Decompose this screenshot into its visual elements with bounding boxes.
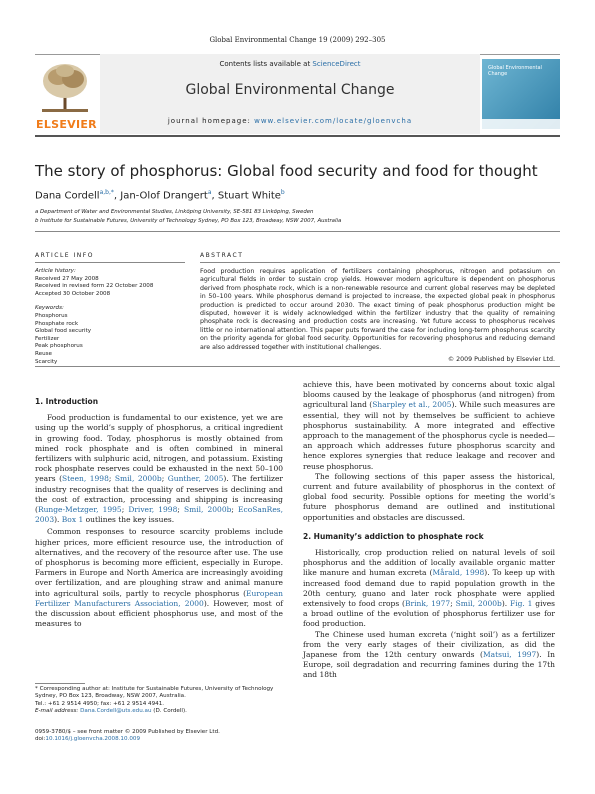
footnote — [35, 686, 283, 716]
divider — [35, 262, 185, 263]
history-item: Accepted 30 October 2008 — [35, 290, 111, 297]
author-affiliation-mark[interactable]: a,b,* — [99, 189, 114, 196]
keyword: Reuse — [35, 350, 52, 357]
paragraph: The following sections of this paper assess the historical, current and future availability of phosphorus in the context of global food security. Possible options for meeting the world’s future phosphorus demand are outlined and institutional opportunities and obstacles are discussed. — [303, 471, 555, 522]
elsevier-logo — [36, 59, 96, 129]
history-item: Received 27 May 2008 — [35, 275, 99, 282]
divider — [35, 366, 560, 367]
citation-link[interactable]: Smil, 2000b — [183, 505, 232, 515]
journal-title: Global Environmental Change — [185, 82, 395, 98]
citation-link[interactable]: Sharpley et al., 2005 — [372, 400, 452, 410]
email-link[interactable]: Dana.Cordell@uts.edu.au — [80, 708, 152, 715]
contact-numbers: Tel.: +61 2 9514 4950; fax: +61 2 9514 4941. — [35, 700, 165, 707]
divider — [35, 231, 560, 232]
citation-link[interactable]: Runge-Metzger, 1995 — [37, 505, 122, 515]
keyword: Phosphorus — [35, 312, 68, 319]
keyword: Global food security — [35, 328, 92, 335]
sciencedirect-link[interactable]: ScienceDirect — [312, 60, 361, 68]
article-history — [35, 268, 195, 366]
divider — [200, 262, 560, 263]
paragraph: Common responses to resource scarcity problems include higher prices, more efficient resource use, the introduction of alternatives, and the recovery of the resource after use. The use of phosphorus is becoming more efficient, especially in Europe. Farmers in Europe and North America are increasingly avoiding over fertilization, and are ploughing straw and animal manure into agricultural soils, partly to recycle phosphorus (European Fertilizer Manufacturers Association, 2000). However, most of the discussion about efficient phosphorus use, and most of the measures to — [35, 527, 283, 629]
citation-link[interactable]: Matsui, 1997 — [483, 650, 537, 660]
section-heading: 1. Introduction — [35, 397, 99, 406]
author-name: Jan-Olof Drangert — [120, 190, 208, 202]
journal-cover-thumbnail — [482, 59, 560, 129]
journal-homepage — [100, 117, 480, 125]
author-name: Dana Cordell — [35, 190, 100, 202]
figure-link[interactable]: Fig. 1 — [510, 599, 533, 609]
history-item: Received in revised form 22 October 2008 — [35, 283, 154, 290]
history-label: Article history: — [35, 268, 76, 274]
copyright-line: © 2009 Published by Elsevier Ltd. — [447, 356, 555, 364]
author-affiliation-mark[interactable]: a — [207, 189, 212, 196]
citation-link[interactable]: Driver, 1998 — [128, 505, 178, 515]
keyword: Phosphate rock — [35, 320, 79, 327]
keyword: Peak phosphorus — [35, 343, 83, 350]
homepage-prefix: journal homepage: — [167, 117, 255, 125]
citation-link[interactable]: European Fertilizer Manufacturers Association, 2000 — [35, 588, 283, 608]
footnote-divider — [35, 683, 85, 684]
abstract-heading: ABSTRACT — [200, 252, 244, 259]
body-right-column — [303, 380, 555, 681]
elsevier-tree-icon — [36, 59, 94, 115]
citation-link[interactable]: Mårald, 1998 — [432, 568, 485, 578]
contents-line — [100, 60, 480, 68]
doi-link[interactable]: 10.1016/j.gloenvcha.2008.10.009 — [45, 736, 141, 743]
author-affiliation-mark[interactable]: b — [280, 189, 285, 196]
article-title: The story of phosphorus: Global food security and food for thought — [35, 162, 538, 180]
publisher-wordmark: ELSEVIER — [36, 118, 97, 131]
author-list: Dana Cordell$^{a,b,*}$, Jan-Olof Drangert$^a$, Stuart White$^b$ — [35, 189, 285, 202]
email-line: E-mail address: Dana.Cordell@uts.edu.au (D. Cordell). — [35, 708, 187, 715]
citation-link[interactable]: Gunther, 2005 — [167, 474, 224, 484]
homepage-link[interactable]: www.elsevier.com/locate/gloenvcha — [254, 117, 413, 125]
cover-title: Global Environmental Change — [488, 65, 542, 77]
paragraph: The Chinese used human excreta (‘night soil’) as a fertilizer from the very early stages of their civilization, as did the Japanese from the 12th century onwards (Matsui, 1997). In Europe, soil degradation and recurring famines during the 17th and 18th — [303, 629, 555, 680]
section-heading: 2. Humanity’s addiction to phosphate rock — [303, 531, 484, 541]
paragraph: Food production is fundamental to our existence, yet we are using up the world’s supply of phosphorus, a critical ingredient in growing food. Today, phosphorus is mostly obtained from mined rock phosphate and is often combined in mineral fertilizers with sulphuric acid, nitrogen, and potassium. Existing rock phosphate reserves could be exhausted in the next 50–100 years (Steen, 1998; Smil, 2000b; Gunther, 2005). The fertilizer industry recognises that the quality of reserves is declining and the cost of extraction, processing and shipping is increasing (Runge-Metzger, 1995; Driver, 1998; Smil, 2000b; EcoSanRes, 2003). Box 1 outlines the key issues. — [35, 413, 283, 525]
box-link[interactable]: Box 1 — [61, 515, 84, 525]
citation-link[interactable]: Steen, 1998 — [62, 474, 109, 484]
abstract — [200, 268, 555, 364]
keyword: Fertilizer — [35, 335, 60, 342]
corresponding-author-note: * Corresponding author at: Institute for Sustainable Futures, University of Technology Sydney, PO Box 123, Broadway, NSW 2007, Australia. — [35, 686, 274, 700]
contents-prefix: Contents lists available at — [219, 60, 313, 68]
paragraph: Historically, crop production relied on natural levels of soil phosphorus and the addition of locally available organic matter like manure and human excreta (Mårald, 1998). To keep up with increased food demand due to rapid population growth in the 20th century, guano and later rock phosphate were applied extensively to food crops (Brink, 1977; Smil, 2000b). Fig. 1 gives a broad outline of the evolution of phosphorus fertilizer use for food production. — [303, 548, 556, 629]
article-info-heading: ARTICLE INFO — [35, 252, 94, 259]
paragraph: achieve this, have been motivated by concerns about toxic algal blooms caused by the leakage of phosphorus (and nitrogen) from agricultural land (Sharpley et al., 2005). While such measures are essential, they will not by themselves be sufficient to achieve phosphorus sustainability. A more integrated and effective approach to the management of the phosphorus cycle is needed—an approach which addresses future phosphorus scarcity and hence explores synergies that reduce leakage and recover and reuse phosphorus. — [303, 380, 556, 471]
citation-link[interactable]: Brink, 1977 — [405, 599, 451, 609]
affiliation: a Department of Water and Environmental Studies, Linköping University, SE-581 83 Linköping, Sweden — [35, 209, 314, 215]
issn-line: 0959-3780/$ – see front matter © 2009 Published by Elsevier Ltd. — [35, 729, 220, 735]
doi-line: doi:10.1016/j.gloenvcha.2008.10.009 — [35, 736, 141, 743]
body-left-column — [35, 397, 283, 629]
affiliation: b Institute for Sustainable Futures, University of Technology Sydney, PO Box 123, Broadway, NSW 2007, Australia — [35, 218, 342, 224]
citation-link[interactable]: Smil, 2000b — [114, 474, 162, 484]
running-head: Global Environmental Change 19 (2009) 292–305 — [209, 36, 386, 44]
keywords-label: Keywords: — [35, 305, 64, 312]
publication-info — [35, 729, 283, 744]
keyword: Scarcity — [35, 358, 58, 365]
citation-link[interactable]: EcoSanRes, 2003 — [35, 505, 283, 525]
author-name: Stuart White — [217, 190, 281, 202]
citation-link[interactable]: Smil, 2000b — [455, 599, 502, 609]
affiliations — [35, 208, 341, 226]
abstract-text: Food production requires application of fertilizers containing phosphorus, nitrogen and potassium on agricultural fields in order to sustain crop yields. However modern agriculture is dependent on phosphorus derived from phosphate rock, which is a non-renewable resource and current global reserves may be depleted in 50–100 years. While phosphorus demand is projected to increase, the expected global peak in phosphorus production is predicted to occur around 2030. The exact timing of peak phosphorus production might be disputed, however it is widely acknowledged within the fertilizer industry that the quality of remaining phosphate rock is decreasing and production costs are increasing. Yet future access to phosphorus receives little or no international attention. This paper puts forward the case for including long-term phosphorus scarcity on the priority agenda for global food security. Opportunities for recovering phosphorus and reducing demand are also addressed together with institutional challenges. — [200, 268, 555, 351]
